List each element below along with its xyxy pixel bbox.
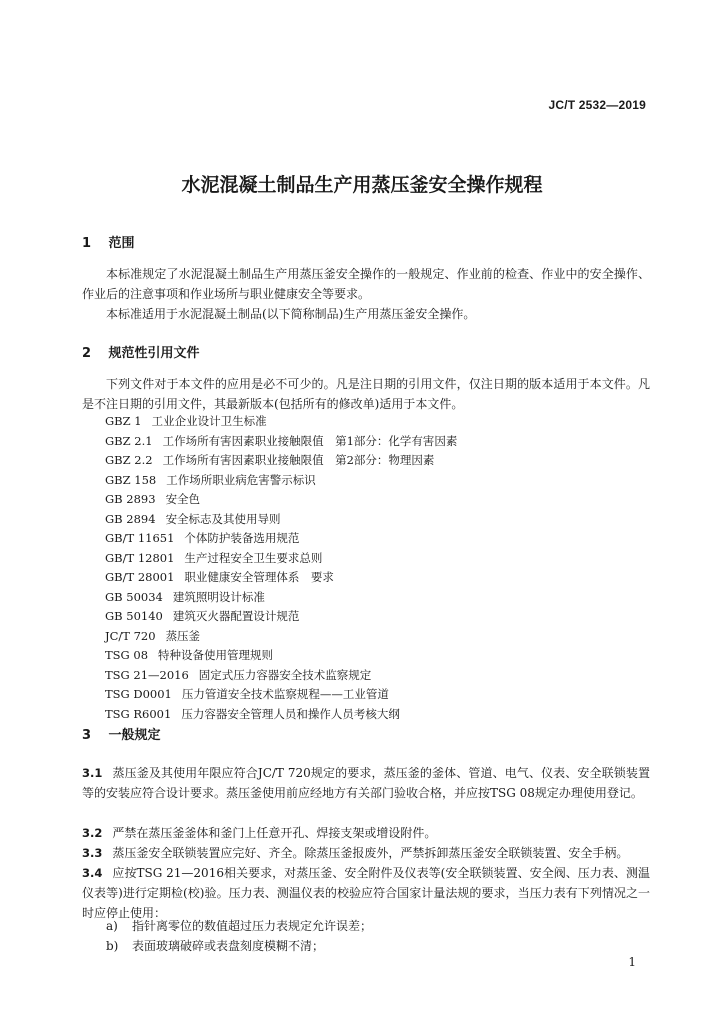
clause-number: 3.4 (82, 866, 103, 880)
reference-name: 压力管道安全技术监察规程——工业管道 (181, 687, 389, 701)
reference-item (105, 529, 457, 549)
section-number: 2 (82, 346, 92, 361)
reference-name: 个体防护装备选用规范 (184, 531, 300, 545)
section-number: 1 (82, 236, 92, 251)
clause-3-4 (82, 863, 650, 923)
clause-number: 3.2 (82, 826, 103, 840)
list-item-a (106, 916, 372, 936)
reference-name: 压力容器安全管理人员和操作人员考核大纲 (181, 706, 400, 721)
reference-item (105, 568, 457, 588)
reference-code: GBZ 158 (105, 472, 157, 487)
reference-item (105, 490, 457, 510)
reference-item (105, 685, 457, 705)
reference-code: GB 2893 (105, 492, 156, 506)
clause-3-1 (82, 763, 650, 803)
standard-number: JC/T 2532—2019 (548, 98, 646, 112)
reference-code: GBZ 2.1 (105, 433, 153, 448)
section-heading-scope (82, 232, 135, 251)
reference-name: 固定式压力容器安全技术监察规定 (198, 667, 372, 682)
reference-name: 生产过程安全卫生要求总则 (184, 550, 323, 565)
clause-text: 蒸压釜安全联锁装置应完好、齐全。除蒸压釜报废外，严禁拆卸蒸压釜安全联锁装置、安全手柄。 (112, 846, 629, 860)
reference-code: TSG D0001 (105, 687, 172, 701)
list-letter: a) (106, 919, 118, 933)
list-letter: b) (106, 939, 119, 953)
reference-item (105, 510, 457, 530)
reference-list (105, 412, 457, 724)
clause-3-2 (82, 823, 650, 843)
reference-code: GBZ 2.2 (105, 453, 153, 467)
clause-text: 严禁在蒸压釜釜体和釜门上任意开孔、焊接支架或增设附件。 (112, 826, 437, 840)
clause-number: 3.3 (82, 846, 103, 860)
reference-code: GB/T 11651 (105, 531, 175, 545)
section-heading-general (82, 724, 161, 743)
reference-item (105, 471, 457, 491)
section-title: 规范性引用文件 (108, 346, 200, 361)
document-title: 水泥混凝土制品生产用蒸压釜安全操作规程 (181, 174, 543, 196)
normative-intro: 下列文件对于本文件的应用是必不可少的。凡是注日期的引用文件，仅注日期的版本适用于本文件。凡是不注日期的引用文件，其最新版本(包括所有的修改单)适用于本文件。 (82, 377, 650, 411)
scope-paragraph-1: 本标准规定了水泥混凝土制品生产用蒸压釜安全操作的一般规定、作业前的检查、作业中的安全操作、作业后的注意事项和作业场所与职业健康安全等要求。 (82, 267, 650, 301)
reference-name: 工作场所有害因素职业接触限值 第1部分：化学有害因素 (162, 433, 458, 448)
reference-code: GB 50140 (105, 609, 163, 623)
list-text: 指针离零位的数值超过压力表规定允许误差； (132, 919, 373, 933)
reference-item (105, 549, 457, 569)
clause-text: 应按TSG 21—2016相关要求，对蒸压釜、安全附件及仪表等(安全联锁装置、安全阀、压力表、测温仪表等)进行定期检(校)验。压力表、测温仪表的校验应符合国家计量法规的要求，当压力表有下列情况之一时应停止使用： (82, 866, 650, 920)
reference-code: GB/T 28001 (105, 570, 175, 584)
section-number: 3 (82, 728, 92, 743)
reference-item (105, 705, 457, 725)
section-title: 一般规定 (108, 728, 161, 743)
list-item-b (106, 936, 324, 956)
reference-name: 安全标志及其使用导则 (165, 511, 281, 526)
reference-item (105, 646, 457, 666)
page-number: 1 (628, 955, 636, 969)
scope-paragraph-2: 本标准适用于水泥混凝土制品(以下简称制品)生产用蒸压釜安全操作。 (106, 307, 476, 321)
clause-number: 3.1 (82, 766, 103, 780)
reference-name: 蒸压釜 (165, 628, 201, 643)
clause-3-3 (82, 843, 650, 863)
reference-name: 安全色 (165, 492, 201, 506)
reference-item (105, 666, 457, 686)
reference-item (105, 627, 457, 647)
reference-name: 工作场所职业病危害警示标识 (166, 472, 316, 487)
section-heading-normative (82, 342, 200, 361)
reference-name: 特种设备使用管理规则 (158, 648, 274, 662)
reference-item (105, 412, 457, 432)
reference-code: TSG R6001 (105, 706, 172, 721)
section-title: 范围 (108, 236, 135, 251)
reference-code: TSG 08 (105, 648, 149, 662)
list-text: 表面玻璃破碎或表盘刻度模糊不清； (132, 939, 325, 953)
clause-text: 蒸压釜及其使用年限应符合JC/T 720规定的要求，蒸压釜的釜体、管道、电气、仪表、安全联锁装置等的安装应符合设计要求。蒸压釜使用前应经地方有关部门验收合格，并应按TSG 08规定办理使用登记。 (82, 766, 650, 800)
reference-name: 工业企业设计卫生标准 (151, 414, 267, 428)
reference-code: GBZ 1 (105, 414, 142, 428)
reference-code: GB/T 12801 (105, 550, 175, 565)
reference-code: TSG 21—2016 (105, 667, 189, 682)
reference-item (105, 432, 457, 452)
reference-code: GB 2894 (105, 511, 156, 526)
reference-item (105, 607, 457, 627)
reference-name: 职业健康安全管理体系 要求 (184, 570, 334, 584)
reference-item (105, 588, 457, 608)
reference-name: 工作场所有害因素职业接触限值 第2部分：物理因素 (162, 453, 435, 467)
reference-code: JC/T 720 (105, 628, 156, 643)
reference-name: 建筑灭火器配置设计规范 (172, 609, 300, 623)
reference-item (105, 451, 457, 471)
reference-code: GB 50034 (105, 589, 163, 604)
reference-name: 建筑照明设计标准 (172, 589, 265, 604)
